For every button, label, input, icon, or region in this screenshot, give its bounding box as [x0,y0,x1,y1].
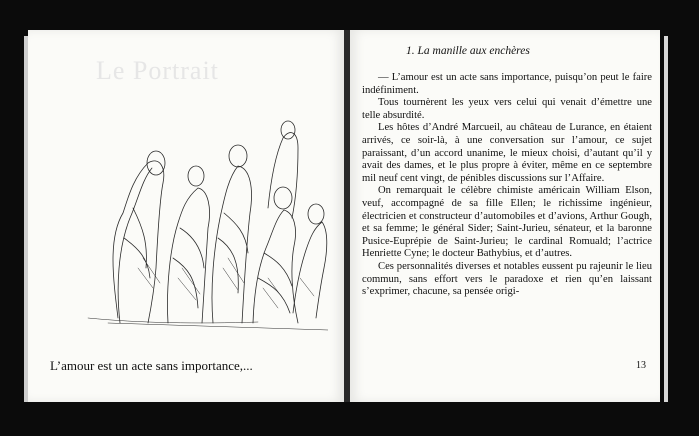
sketch-figure [212,166,252,323]
illustration-caption: L’amour est un acte sans importance,... [50,358,253,373]
right-page [350,30,660,402]
page-number: 13 [636,360,646,371]
paragraph: — L’amour est un acte sans importance, puisqu’on peut le faire indéfiniment. [362,72,652,96]
body-text [362,72,652,299]
sketch-figure [253,210,298,323]
show-through-title: Le Portrait [96,56,219,85]
paragraph: Les hôtes d’André Marcueil, au château de Lurance, en étaient arrivés, ce soir-là, à une conversation sur l’amour, ce sujet paraissant, d’un accord unanime, le mieux choisi, d’autant qu’il y avait des dames, et le plus propre à éviter, même en ce septembre mil neuf cent vingt, de pénibles discussions sur l’Affaire. [362,122,652,184]
sketch-illustration [78,118,328,333]
sketch-figure [293,222,327,318]
page-edge [664,36,668,402]
paragraph: Ces personnalités diverses et notables eussent pu rajeunir le lieu commun, sans effort vers le paradoxe et rien qu’en laissant s’exprimer, chacune, sa pensée origi- [362,260,652,298]
sketch-figure [113,161,164,323]
open-book [28,30,664,406]
paragraph: On remarquait le célèbre chimiste américain William Elson, veuf, accompagné de sa fille Ellen; le richissime ingénieur, électricien et constructeur d’automobiles et d’avions, Arthur Gough, et sa femme; le général Sider; Saint-Jurieu, sénateur, et la baronne Pusice-Euprépie de Saint-Jurieu; le cardinal Romuald; l’actrice Henriette Cyne; le docteur Bathybius, et d’autres. [362,185,652,260]
chapter-title: 1. La manille aux enchères [406,45,530,57]
page-edge [24,36,28,402]
left-page [28,30,344,402]
paragraph: Tous tournèrent les yeux vers celui qui venait d’émettre une telle absurdité. [362,97,652,121]
sketch-figure [167,188,209,323]
